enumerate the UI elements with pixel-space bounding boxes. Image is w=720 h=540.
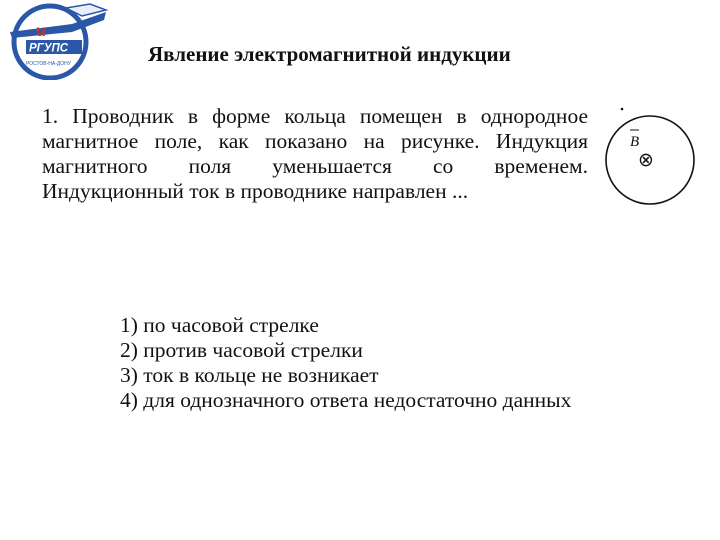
answer-option-4: 4) для однозначного ответа недостаточно данных — [120, 388, 572, 412]
answer-option-2: 2) против часовой стрелки — [120, 338, 363, 362]
ring-in-field-figure — [600, 104, 710, 216]
answer-option-1: 1) по часовой стрелке — [120, 313, 319, 337]
top-marker-dot — [621, 108, 624, 111]
university-logo — [2, 2, 112, 80]
logo-abbrev: РГУПС — [29, 42, 69, 55]
logo-ring-text: РОСТОВ-НА-ДОНУ — [26, 61, 71, 67]
slide-title: Явление электромагнитной индукции — [148, 42, 511, 66]
field-label: B — [630, 134, 640, 150]
answer-list — [42, 313, 642, 413]
question-text: 1. Проводник в форме кольца помещен в однородное магнитное поле, как показано на рисунке. Индукция магнитного поля уменьшается со временем. Индукционный ток в проводнике направлен ... — [42, 104, 588, 203]
logo-letter: u — [36, 23, 46, 40]
field-into-page-icon: ⊗ — [638, 149, 654, 171]
answer-option-3: 3) ток в кольце не возникает — [120, 363, 379, 387]
